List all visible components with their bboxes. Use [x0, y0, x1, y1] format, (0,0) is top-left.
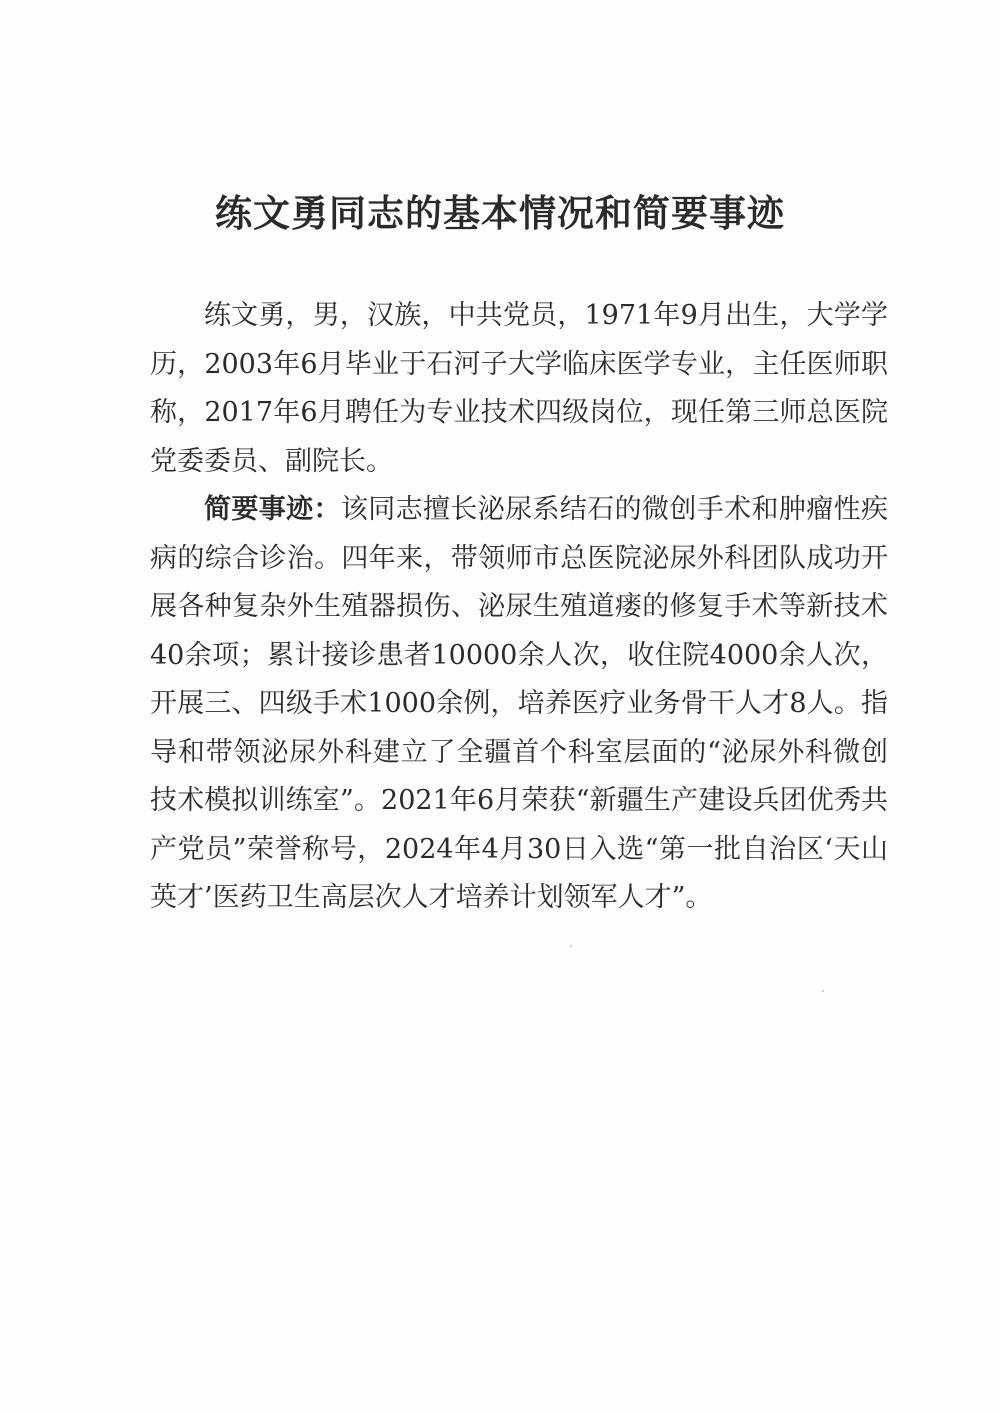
deeds-paragraph — [150, 486, 888, 923]
scan-speck — [570, 945, 572, 947]
document-title: 练文勇同志的基本情况和简要事迹 — [215, 191, 785, 235]
basic-info-paragraph: 练文勇，男，汉族，中共党员，1971年9月出生，大学学历，2003年6月毕业于石河子大学临床医学专业，主任医师职称，2017年6月聘任为专业技术四级岗位，现任第三师总医院党委委员、副院长。 — [150, 300, 888, 477]
document-body — [150, 292, 888, 923]
deeds-heading: 简要事迹： — [204, 494, 341, 525]
scan-speck — [822, 990, 824, 992]
deeds-text: 该同志擅长泌尿系结石的微创手术和肿瘤性疾病的综合诊治。四年来，带领师市总医院泌尿外科团队成功开展各种复杂外生殖器损伤、泌尿生殖道瘘的修复手术等新技术40余项；累计接诊患者10000余人次，收住院4000余人次，开展三、四级手术1000余例，培养医疗业务骨干人才8人。指导和带领泌尿外科建立了全疆首个科室层面的“泌尿外科微创技术模拟训练室”。2021年6月荣获“新疆生产建设兵团优秀共产党员”荣誉称号，2024年4月30日入选“第一批自治区‘天山英才’医药卫生高层次人才培养计划领军人才”。 — [150, 494, 888, 913]
